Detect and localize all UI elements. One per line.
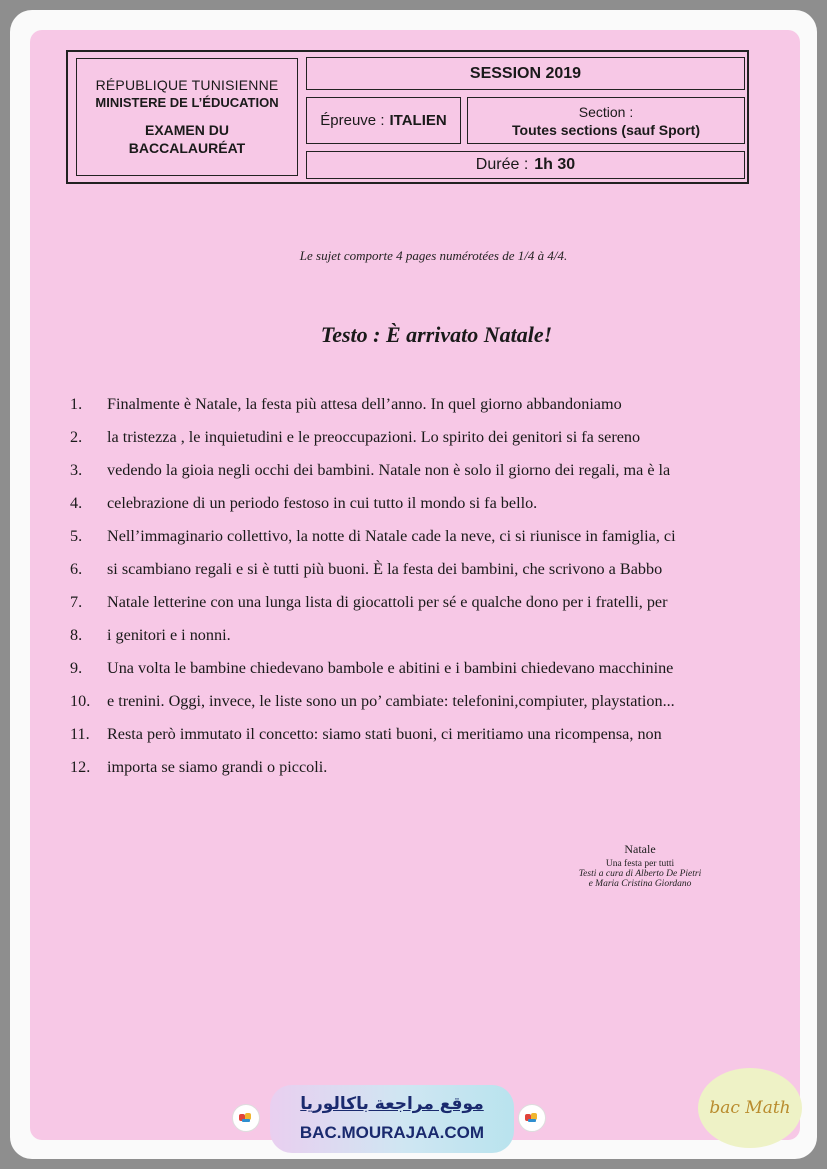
text-line	[70, 593, 790, 626]
line-number: 2.	[70, 428, 83, 446]
numbered-text	[70, 395, 790, 791]
section-label: Section :	[578, 103, 634, 120]
exam-label-line2: BACCALAURÉAT	[128, 140, 246, 156]
line-number: 9.	[70, 659, 83, 677]
text-line	[70, 395, 790, 428]
section-box	[467, 97, 745, 144]
line-text: Resta però immutato il concetto: siamo stati buoni, ci meritiamo una ricompensa, non	[107, 725, 662, 743]
session-label: SESSION 2019	[469, 64, 582, 82]
line-number: 7.	[70, 593, 83, 611]
line-number: 3.	[70, 461, 83, 479]
country-label: RÉPUBLIQUE TUNISIENNE	[95, 77, 279, 93]
source-title: Natale	[624, 842, 656, 856]
text-line	[70, 494, 790, 527]
page-count-note: Le sujet comporte 4 pages numérotées de 1/4 à 4/4.	[299, 248, 568, 263]
line-text: vedendo la gioia negli occhi dei bambini. Natale non è solo il giorno dei regali, ma è la	[107, 461, 671, 479]
line-number: 4.	[70, 494, 83, 512]
line-text: Finalmente è Natale, la festa più attesa dell’anno. In quel giorno abbandoniamo	[107, 395, 622, 413]
line-text: Natale letterine con una lunga lista di giocattoli per sé e qualche dono per i fratelli, per	[107, 593, 668, 611]
mourajaa-logo-icon	[232, 1104, 260, 1132]
epreuve-box	[306, 97, 461, 144]
section-value: Toutes sections (sauf Sport)	[512, 121, 700, 138]
source-citation	[540, 842, 740, 889]
session-box	[306, 57, 745, 90]
text-line	[70, 461, 790, 494]
epreuve-value: ITALIEN	[389, 112, 447, 129]
line-number: 6.	[70, 560, 83, 578]
text-line	[70, 626, 790, 659]
header-institution	[76, 58, 298, 176]
line-text: Una volta le bambine chiedevano bambole e abitini e i bambini chiedevano macchinine	[107, 659, 674, 677]
ministry-label: MINISTERE DE L’ÉDUCATION	[95, 95, 279, 110]
line-number: 8.	[70, 626, 83, 644]
line-number: 10.	[70, 692, 91, 710]
duration-label: Durée :	[475, 156, 529, 173]
text-line	[70, 428, 790, 461]
text-line	[70, 758, 790, 791]
site-banner-url[interactable]: BAC.MOURAJAA.COM	[299, 1123, 485, 1142]
text-line	[70, 659, 790, 692]
duration-value: 1h 30	[534, 156, 576, 173]
text-line	[70, 560, 790, 593]
mourajaa-logo-icon	[518, 1104, 546, 1132]
line-text: importa se siamo grandi o piccoli.	[107, 758, 328, 776]
line-text: la tristezza , le inquietudini e le preoccupazioni. Lo spirito dei genitori si fa sereno	[107, 428, 641, 446]
line-text: e trenini. Oggi, invece, le liste sono un po’ cambiate: telefonini,compiuter, playstation...	[107, 692, 675, 710]
source-subtitle: Una festa per tutti	[605, 859, 675, 869]
site-banner[interactable]	[270, 1085, 514, 1153]
text-title: Testo : È arrivato Natale!	[320, 322, 553, 347]
source-credit: Testi a cura di Alberto De Pietri	[578, 869, 702, 879]
line-number: 1.	[70, 395, 83, 413]
line-text: si scambiano regali e si è tutti più buoni. È la festa dei bambini, che scrivono a Babbo	[107, 560, 663, 578]
source-credit: e Maria Cristina Giordano	[588, 879, 692, 889]
line-text: i genitori e i nonni.	[107, 626, 231, 644]
site-banner-arabic[interactable]: موقع مراجعة باكالوريا	[300, 1094, 484, 1114]
exam-label-line1: EXAMEN DU	[144, 122, 229, 138]
line-number: 11.	[70, 725, 90, 743]
duration-box	[306, 151, 745, 179]
text-line	[70, 527, 790, 560]
line-number: 12.	[70, 758, 91, 776]
line-number: 5.	[70, 527, 83, 545]
line-text: Nell’immaginario collettivo, la notte di Natale cade la neve, ci si riunisce in famiglia, ci	[107, 527, 676, 545]
line-text: celebrazione di un periodo festoso in cui tutto il mondo si fa bello.	[107, 494, 538, 512]
text-line	[70, 725, 790, 758]
epreuve-label: Épreuve :	[320, 112, 385, 129]
bacmath-watermark: bac Math	[698, 1068, 802, 1148]
text-line	[70, 692, 790, 725]
